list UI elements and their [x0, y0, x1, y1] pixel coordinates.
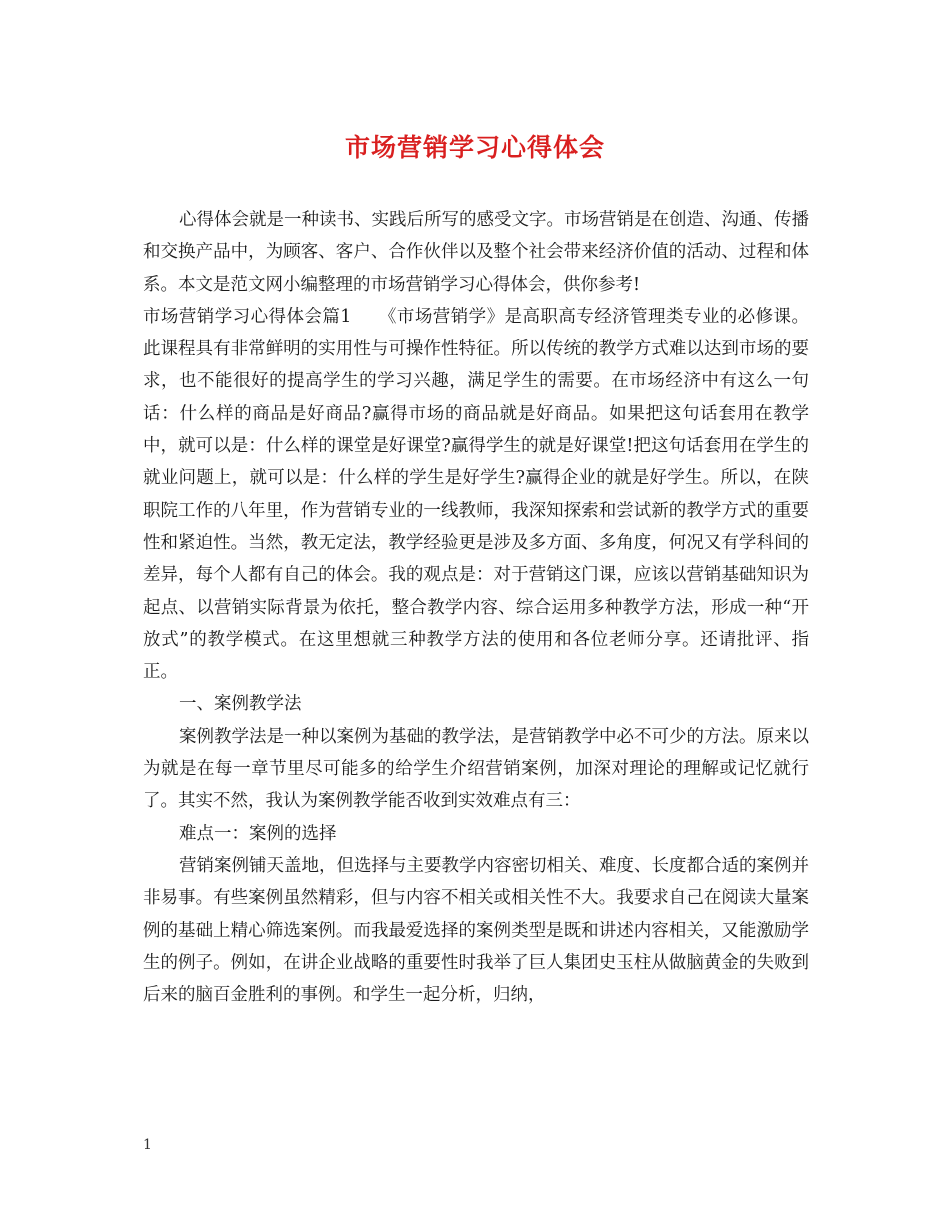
- page-number: 1: [143, 1137, 152, 1153]
- document-body: [143, 204, 809, 1011]
- case-selection-paragraph: 营销案例铺天盖地，但选择与主要教学内容密切相关、难度、长度都合适的案例并非易事。有些案例虽然精彩，但与内容不相关或相关性不大。我要求自己在阅读大量案例的基础上精心筛选案例。而我最爱选择的案例类型是既和讲述内容相关，又能激励学生的例子。例如，在讲企业战略的重要性时我举了巨人集团史玉柱从做脑黄金的失败到后来的脑百金胜利的事例。和学生一起分析，归纳，: [143, 855, 809, 1006]
- intro-paragraph: 心得体会就是一种读书、实践后所写的感受文字。市场营销是在创造、沟通、传播和交换产品中，为顾客、客户、合作伙伴以及整个社会带来经济价值的活动、过程和体系。本文是范文网小编整理的市场营销学习心得体会，供你参考!: [143, 210, 809, 295]
- article-paragraph: 市场营销学习心得体会篇1 《市场营销学》是高职高专经济管理类专业的必修课。此课程具有非常鲜明的实用性与可操作性特征。所以传统的教学方式难以达到市场的要求，也不能很好的提高学生的学习兴趣，满足学生的需要。在市场经济中有这么一句话：什么样的商品是好商品?赢得市场的商品就是好商品。如果把这句话套用在教学中，就可以是：什么样的课堂是好课堂?赢得学生的就是好课堂!把这句话套用在学生的就业问题上，就可以是：什么样的学生是好学生?赢得企业的就是好学生。所以，在陕职院工作的八年里，作为营销专业的一线教师，我深知探索和尝试新的教学方式的重要性和紧迫性。当然，教无定法，教学经验更是涉及多方面、多角度，何况又有学科间的差异，每个人都有自己的体会。我的观点是：对于营销这门课，应该以营销基础知识为起点、以营销实际背景为依托，整合教学内容、综合运用多种教学方法，形成一种“开放式”的教学模式。在这里想就三种教学方法的使用和各位老师分享。还请批评、指正。: [143, 306, 809, 683]
- section-heading: 一、案例教学法: [179, 694, 302, 715]
- document-title: 市场营销学习心得体会: [344, 133, 605, 162]
- case-method-paragraph: 案例教学法是一种以案例为基础的教学法，是营销教学中必不可少的方法。原来以为就是在每一章节里尽可能多的给学生介绍营销案例，加深对理论的理解或记忆就行了。其实不然，我认为案例教学能否收到实效难点有三：: [143, 726, 809, 812]
- difficulty-heading: 难点一：案例的选择: [179, 823, 337, 844]
